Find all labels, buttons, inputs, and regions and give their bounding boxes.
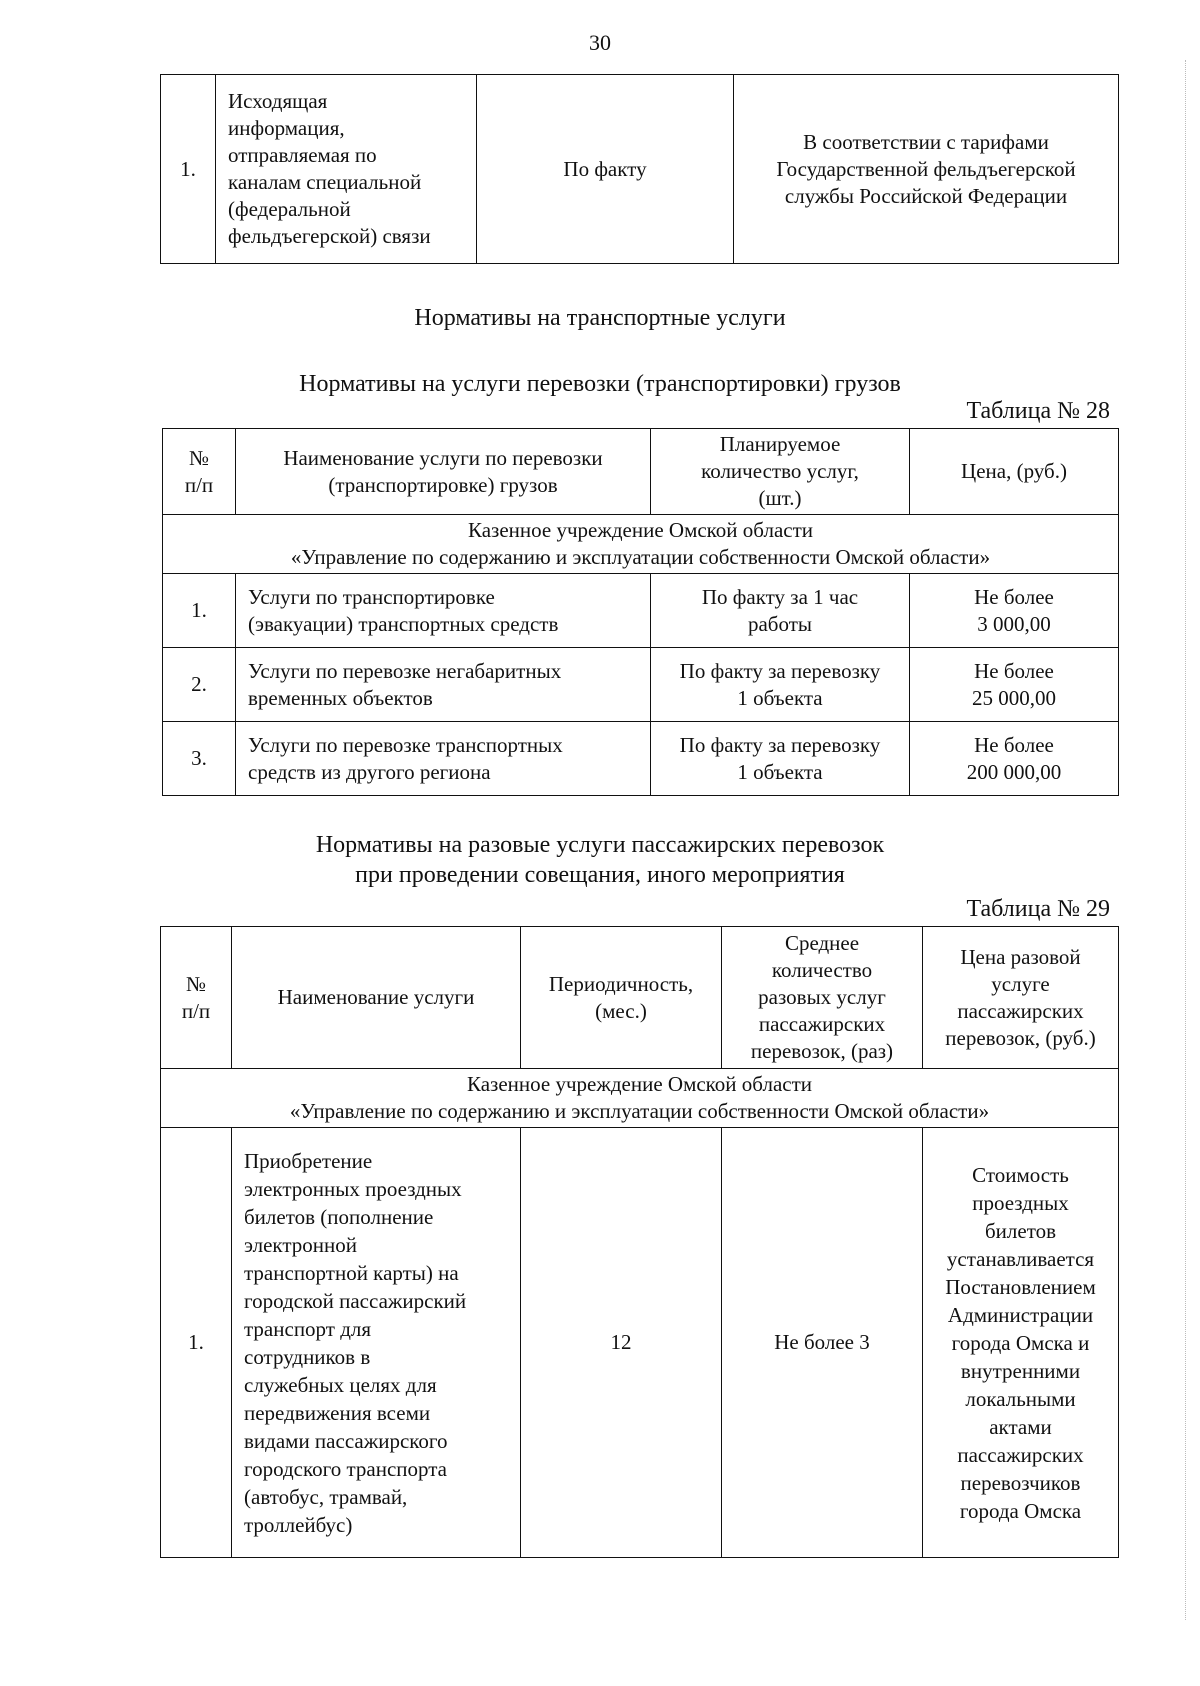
service-name-cell [236, 648, 651, 722]
header-name: Наименование услуги [232, 927, 521, 1069]
line: отправляемая по [228, 143, 377, 167]
line: внутренними [960, 1358, 1081, 1383]
line: передвижения всеми [244, 1400, 431, 1425]
line: 3 000,00 [977, 611, 1051, 636]
table-29 [160, 926, 1119, 1558]
quantity-cell [651, 722, 910, 796]
line: при проведении совещания, иного мероприятия [355, 862, 845, 888]
line: троллейбус) [244, 1512, 353, 1537]
line: Не более [974, 658, 1054, 683]
org-cell [161, 1069, 1119, 1128]
line: актами [989, 1414, 1052, 1439]
page-number: 30 [589, 30, 611, 55]
table-header-row [161, 927, 1119, 1069]
line: По факту за перевозку [679, 732, 881, 757]
line: Исходящая [228, 89, 328, 113]
header-price [923, 927, 1119, 1069]
line: пассажирских [758, 1012, 886, 1036]
line: количество услуг, [701, 459, 859, 483]
header-period [521, 927, 722, 1069]
line: (мес.) [595, 998, 647, 1023]
line: Услуги по перевозке негабаритных [248, 658, 562, 683]
line: локальными [965, 1386, 1076, 1411]
line: городского транспорта [244, 1456, 447, 1481]
line: п/п [181, 998, 211, 1023]
avg-count-cell: Не более 3 [722, 1128, 923, 1558]
line: работы [747, 611, 812, 636]
line: (транспортировке) грузов [328, 472, 558, 497]
line: городской пассажирский [244, 1288, 467, 1313]
service-name-cell [236, 574, 651, 648]
line: Услуги по перевозке транспортных [248, 732, 563, 757]
line: услуге [991, 971, 1050, 996]
table-28 [162, 428, 1119, 796]
line: Услуги по транспортировке [248, 584, 495, 609]
line: Периодичность, [548, 971, 694, 996]
line: Нормативы на разовые услуги пассажирских перевозок [315, 832, 885, 858]
org-row [163, 515, 1119, 574]
header-price: Цена, (руб.) [910, 429, 1119, 515]
line: города Омска и [951, 1330, 1090, 1355]
header-num [163, 429, 236, 515]
line: (шт.) [758, 486, 802, 510]
line: По факту за перевозку [679, 658, 881, 683]
row-number: 1. [163, 574, 236, 648]
line: перевозок, (раз) [750, 1039, 894, 1063]
line: города Омска [959, 1498, 1082, 1523]
line: (федеральной [228, 197, 351, 221]
header-num [161, 927, 232, 1069]
quantity-cell [651, 574, 910, 648]
line: временных объектов [248, 685, 433, 710]
table28-label: Таблица № 28 [966, 398, 1110, 424]
header-quantity [651, 429, 910, 515]
line: устанавливается [946, 1246, 1095, 1271]
line: Казенное учреждение Омской области [467, 518, 813, 542]
line: п/п [184, 472, 214, 497]
table-row [163, 722, 1119, 796]
row-number: 1. [161, 75, 216, 264]
row-number: 1. [161, 1128, 232, 1558]
line: перевозчиков [960, 1470, 1081, 1495]
header-avg-count [722, 927, 923, 1069]
line: «Управление по содержанию и эксплуатации собственности Омской области» [290, 545, 991, 569]
service-name-cell [236, 722, 651, 796]
table28-title: Нормативы на услуги перевозки (транспортировки) грузов [299, 371, 901, 397]
line: служебных целях для [244, 1372, 437, 1397]
line: Не более [974, 732, 1054, 757]
line: Планируемое [719, 432, 841, 456]
scan-edge-artifact [1183, 60, 1186, 1620]
quantity-cell [651, 648, 910, 722]
line: каналам специальной [228, 170, 422, 194]
line: «Управление по содержанию и эксплуатации собственности Омской области» [289, 1099, 990, 1123]
line: 25 000,00 [972, 685, 1056, 710]
table29-label: Таблица № 29 [966, 896, 1110, 922]
line: Стоимость [972, 1162, 1069, 1187]
line: видами пассажирского [244, 1428, 448, 1453]
line: 1 объекта [737, 685, 823, 710]
service-name-cell [232, 1128, 521, 1558]
line: пассажирских [957, 1442, 1084, 1467]
line: Не более [974, 584, 1054, 609]
table-prev [160, 74, 1119, 264]
line: разовых услуг [758, 985, 886, 1009]
line: 1 объекта [737, 759, 823, 784]
price-cell [910, 722, 1119, 796]
period-cell: 12 [521, 1128, 722, 1558]
table-row [161, 75, 1119, 264]
line: Государственной фельдъегерской [776, 156, 1076, 181]
line: сотрудников в [244, 1344, 371, 1369]
org-cell [163, 515, 1119, 574]
line: проездных [972, 1190, 1069, 1215]
price-cell [910, 574, 1119, 648]
line: перевозок, (руб.) [945, 1025, 1096, 1050]
line: службы Российской Федерации [784, 183, 1068, 208]
line: электронных проездных [244, 1176, 462, 1201]
line: транспортной карты) на [244, 1260, 459, 1285]
line: (эвакуации) транспортных средств [248, 611, 559, 636]
table-row [161, 1128, 1119, 1558]
price-cell [910, 648, 1119, 722]
line: Среднее [784, 931, 860, 955]
line: По факту за 1 час [701, 584, 859, 609]
price-cell [923, 1128, 1119, 1558]
price-cell [734, 75, 1119, 264]
table-row [163, 648, 1119, 722]
row-number: 2. [163, 648, 236, 722]
line: Цена разовой [960, 944, 1081, 969]
line: количество [771, 958, 873, 982]
line: Администрации [947, 1302, 1094, 1327]
header-name [236, 429, 651, 515]
line: 200 000,00 [966, 759, 1062, 784]
quantity-cell: По факту [477, 75, 734, 264]
line: № [185, 971, 207, 996]
line: фельдъегерской) связи [228, 224, 431, 248]
line: Постановлением [945, 1274, 1096, 1299]
section-title: Нормативы на транспортные услуги [414, 305, 786, 331]
line: электронной [244, 1232, 358, 1257]
row-number: 3. [163, 722, 236, 796]
line: Наименование услуги по перевозки [283, 445, 603, 470]
table-row [163, 574, 1119, 648]
line: Казенное учреждение Омской области [466, 1072, 812, 1096]
line: (автобус, трамвай, [244, 1484, 408, 1509]
line: билетов [984, 1218, 1057, 1243]
line: пассажирских [957, 998, 1084, 1023]
line: Приобретение [244, 1148, 373, 1173]
table29-title [0, 830, 1200, 890]
table-header-row [163, 429, 1119, 515]
line: средств из другого региона [248, 759, 491, 784]
line: № [188, 445, 210, 470]
line: билетов (пополнение [244, 1204, 434, 1229]
line: транспорт для [244, 1316, 372, 1341]
line: В соответствии с тарифами [803, 129, 1049, 154]
service-name-cell [216, 75, 477, 264]
line: информация, [228, 116, 345, 140]
org-row [161, 1069, 1119, 1128]
